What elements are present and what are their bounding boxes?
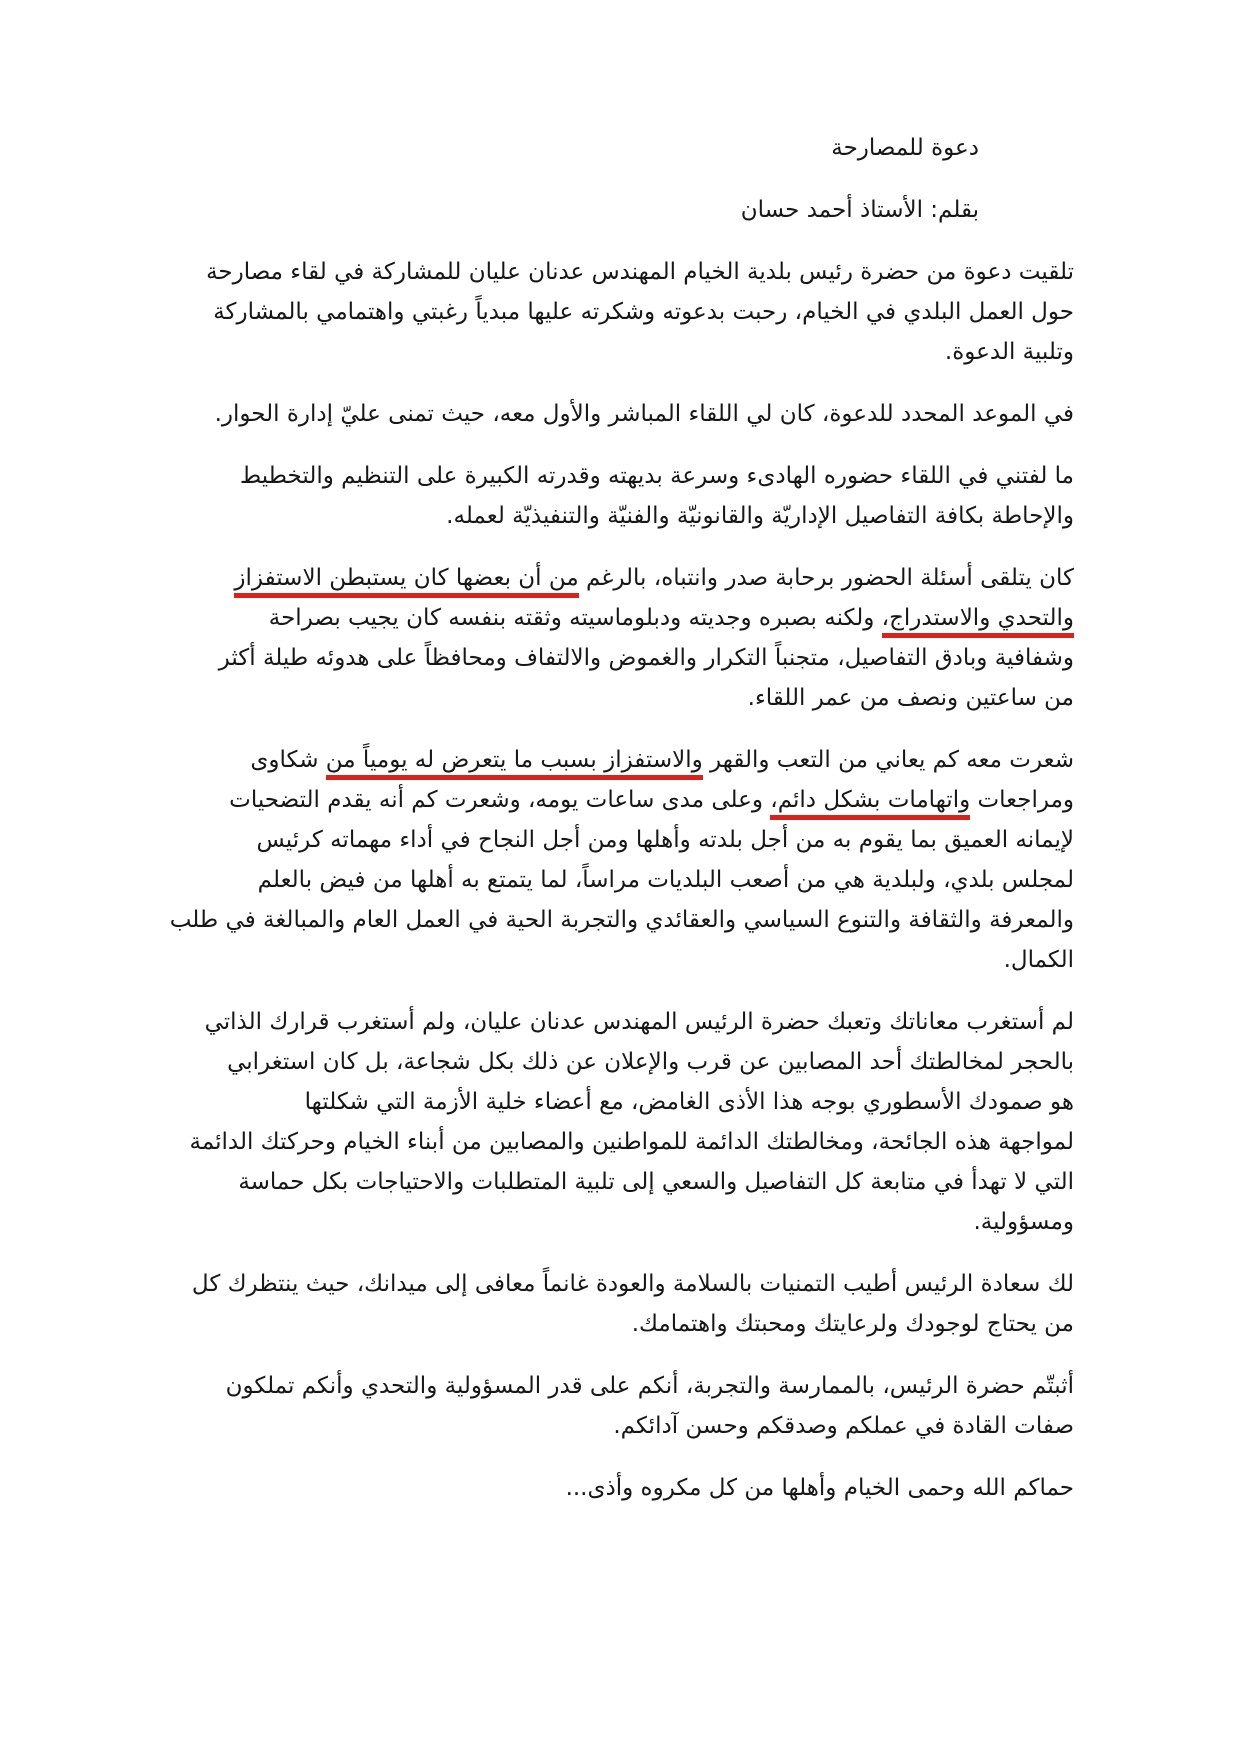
text-line xyxy=(138,598,1074,638)
text-line xyxy=(138,394,1074,434)
text-segment: بالحجر لمخالطتك أحد المصابين عن قرب والإعلان عن ذلك بكل شجاعة، بل كان استغرابي xyxy=(227,1049,1074,1075)
text-segment: ما لفتني في اللقاء حضوره الهادىء وسرعة بديهته وقدرته الكبيرة على التنظيم والتخطيط xyxy=(239,463,1074,489)
paragraph xyxy=(138,1002,1074,1242)
paragraph xyxy=(138,1366,1074,1446)
text-segment: شعرت معه كم يعاني من التعب والقهر xyxy=(702,747,1074,773)
text-segment: ولكنه بصبره وجديته ودبلوماسيته وثقته بنفسه كان يجيب بصراحة xyxy=(268,605,882,631)
text-line xyxy=(138,780,1074,820)
text-line xyxy=(138,1122,1074,1162)
text-segment: الكمال. xyxy=(1003,947,1074,973)
paragraph xyxy=(138,252,1074,372)
text-segment: والمعرفة والثقافة والتنوع السياسي والعقائدي والتجربة الحية في العمل العام والمبالغة في طلب xyxy=(169,907,1074,933)
red-underlined-phrase: من أن بعضها كان يستبطن الاستفزاز xyxy=(234,565,578,598)
document-byline: بقلم: الأستاذ أحمد حسان xyxy=(740,197,979,223)
paragraphs xyxy=(138,252,1074,1508)
text-segment: في الموعد المحدد للدعوة، كان لي اللقاء المباشر والأول معه، حيث تمنى عليّ إدارة الحوار. xyxy=(214,401,1074,427)
text-line xyxy=(138,740,1074,780)
text-segment: ومسؤولية. xyxy=(973,1209,1074,1235)
text-segment: لمجلس بلدي، ولبلدية هي من أصعب البلديات مراساً، لما يتمتع به أهلها من فيض بالعلم xyxy=(257,867,1074,893)
paragraph xyxy=(138,740,1074,980)
text-segment: من ساعتين ونصف من عمر اللقاء. xyxy=(747,685,1074,711)
text-line xyxy=(138,860,1074,900)
text-line xyxy=(138,820,1074,860)
text-line xyxy=(138,1002,1074,1042)
text-line xyxy=(138,1406,1074,1446)
paragraph xyxy=(138,456,1074,536)
text-line xyxy=(138,558,1074,598)
text-line xyxy=(138,1468,1074,1508)
paragraph xyxy=(138,1468,1074,1508)
text-segment: وشفافية وبادق التفاصيل، متجنباً التكرار والغموض والالتفاف ومحافظاً على هدوئه طيلة أكثر xyxy=(218,645,1074,671)
text-line xyxy=(138,252,1074,292)
text-segment: وتلبية الدعوة. xyxy=(944,339,1074,365)
text-line xyxy=(138,940,1074,980)
text-segment: حول العمل البلدي في الخيام، رحبت بدعوته وشكرته عليها مبدياً رغبتي واهتمامي بالمشاركة xyxy=(213,299,1074,325)
text-segment: لك سعادة الرئيس أطيب التمنيات بالسلامة والعودة غانماً معافى إلى ميدانك، حيث ينتظرك كل xyxy=(191,1271,1074,1297)
text-segment: تلقيت دعوة من حضرة رئيس بلدية الخيام المهندس عدنان عليان للمشاركة في لقاء مصارحة xyxy=(206,259,1074,285)
document-title: دعوة للمصارحة xyxy=(831,135,979,161)
text-segment: حماكم الله وحمى الخيام وأهلها من كل مكروه وأذى... xyxy=(565,1475,1074,1501)
text-segment: لمواجهة هذه الجائحة، ومخالطتك الدائمة للمواطنين والمصابين من أبناء الخيام وحركتك الدائمة xyxy=(189,1129,1074,1155)
text-line xyxy=(138,292,1074,332)
paragraph xyxy=(138,394,1074,434)
text-segment: شكاوى xyxy=(250,747,326,773)
text-segment: كان يتلقى أسئلة الحضور برحابة صدر وانتباه، بالرغم xyxy=(578,565,1074,591)
text-segment: وعلى مدى ساعات يومه، وشعرت كم أنه يقدم التضحيات xyxy=(229,787,771,813)
paragraph xyxy=(138,1264,1074,1344)
text-line xyxy=(138,900,1074,940)
text-segment: ومراجعات xyxy=(970,787,1074,813)
red-underlined-phrase: والتحدي والاستدراج، xyxy=(882,605,1074,638)
text-line xyxy=(138,1202,1074,1242)
text-segment: هو صمودك الأسطوري بوجه هذا الأذى الغامض، مع أعضاء خلية الأزمة التي شكلتها xyxy=(304,1089,1074,1115)
text-line xyxy=(138,1042,1074,1082)
text-line xyxy=(138,456,1074,496)
text-line xyxy=(138,678,1074,718)
document-body xyxy=(138,128,1074,1530)
text-line xyxy=(138,332,1074,372)
red-underlined-phrase: واتهامات بشكل دائم، xyxy=(770,787,970,820)
text-line xyxy=(138,1264,1074,1304)
text-line xyxy=(138,1082,1074,1122)
text-segment: التي لا تهدأ في متابعة كل التفاصيل والسعي إلى تلبية المتطلبات والاحتياجات بكل حماسة xyxy=(238,1169,1074,1195)
text-segment: من يحتاج لوجودك ولرعايتك ومحبتك واهتمامك. xyxy=(631,1311,1074,1337)
text-line xyxy=(138,1366,1074,1406)
text-line xyxy=(138,1162,1074,1202)
text-segment: أثبتّم حضرة الرئيس، بالممارسة والتجربة، أنكم على قدر المسؤولية والتحدي وأنكم تملكون xyxy=(225,1373,1074,1399)
red-underlined-phrase: والاستفزاز بسبب ما يتعرض له يومياً من xyxy=(326,747,703,780)
text-segment: صفات القادة في عملكم وصدقكم وحسن آدائكم. xyxy=(613,1413,1074,1439)
text-line xyxy=(138,1304,1074,1344)
text-line xyxy=(138,496,1074,536)
text-line xyxy=(138,638,1074,678)
paragraph xyxy=(138,558,1074,718)
text-segment: والإحاطة بكافة التفاصيل الإداريّة والقانونيّة والفنيّة والتنفيذيّة لعمله. xyxy=(446,503,1074,529)
text-segment: لإيمانه العميق بما يقوم به من أجل بلدته وأهلها ومن أجل النجاح في أداء مهماته كرئيس xyxy=(256,827,1074,853)
text-segment: لم أستغرب معاناتك وتعبك حضرة الرئيس المهندس عدنان عليان، ولم أستغرب قرارك الذاتي xyxy=(204,1009,1074,1035)
